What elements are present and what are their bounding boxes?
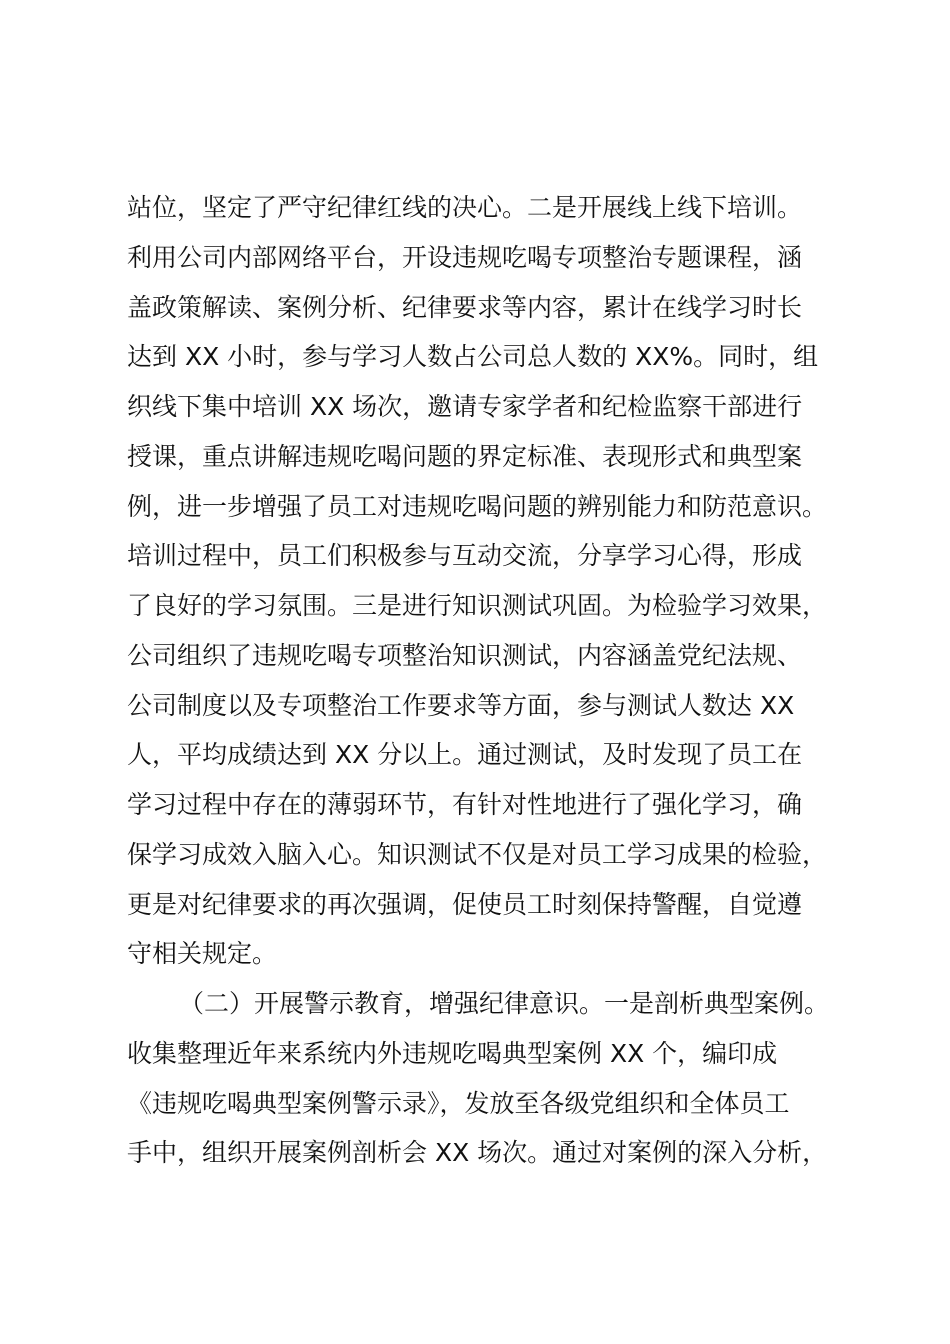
body-text	[127, 183, 847, 1178]
text-line: 更是对纪律要求的再次强调，促使员工时刻保持警醒，自觉遵	[127, 889, 803, 919]
text-line: 守相关规定。	[127, 939, 278, 969]
text-line: 站位，坚定了严守纪律红线的决心。二是开展线上线下培训。	[127, 193, 803, 222]
text-line: 授课，重点讲解违规吃喝问题的界定标准、表现形式和典型案	[127, 441, 803, 471]
text-line: 收集整理近年来系统内外违规吃喝典型案例 XX 个，编印成	[127, 1038, 778, 1068]
text-line: 保学习成效入脑入心。知识测试不仅是对员工学习成果的检验，	[127, 839, 828, 869]
text-line: 学习过程中存在的薄弱环节，有针对性地进行了强化学习，确	[127, 790, 803, 819]
text-line: 《违规吃喝典型案例警示录》，发放至各级党组织和全体员工	[127, 1088, 790, 1118]
text-line: 手中，组织开展案例剖析会 XX 场次。通过对案例的深入分析，	[127, 1138, 828, 1168]
text-line: 人，平均成绩达到 XX 分以上。通过测试，及时发现了员工在	[127, 740, 803, 770]
text-line: 例，进一步增强了员工对违规吃喝问题的辨别能力和防范意识。	[127, 491, 828, 521]
text-line: 公司制度以及专项整治工作要求等方面，参与测试人数达 XX	[127, 690, 795, 720]
section-heading-line: （二）开展警示教育，增强纪律意识。一是剖析典型案例。	[179, 989, 830, 1018]
text-line: 培训过程中，员工们积极参与互动交流，分享学习心得，形成	[127, 541, 803, 571]
text-line: 织线下集中培训 XX 场次，邀请专家学者和纪检监察干部进行	[127, 392, 803, 421]
text-line: 了良好的学习氛围。三是进行知识测试巩固。为检验学习效果，	[127, 591, 828, 620]
text-line: 达到 XX 小时，参与学习人数占公司总人数的 XX%。同时，组	[127, 342, 819, 372]
text-line: 盖政策解读、案例分析、纪律要求等内容，累计在线学习时长	[127, 292, 803, 322]
text-line: 公司组织了违规吃喝专项整治知识测试，内容涵盖党纪法规、	[127, 640, 803, 670]
text-line: 利用公司内部网络平台，开设违规吃喝专项整治专题课程，涵	[127, 242, 803, 272]
